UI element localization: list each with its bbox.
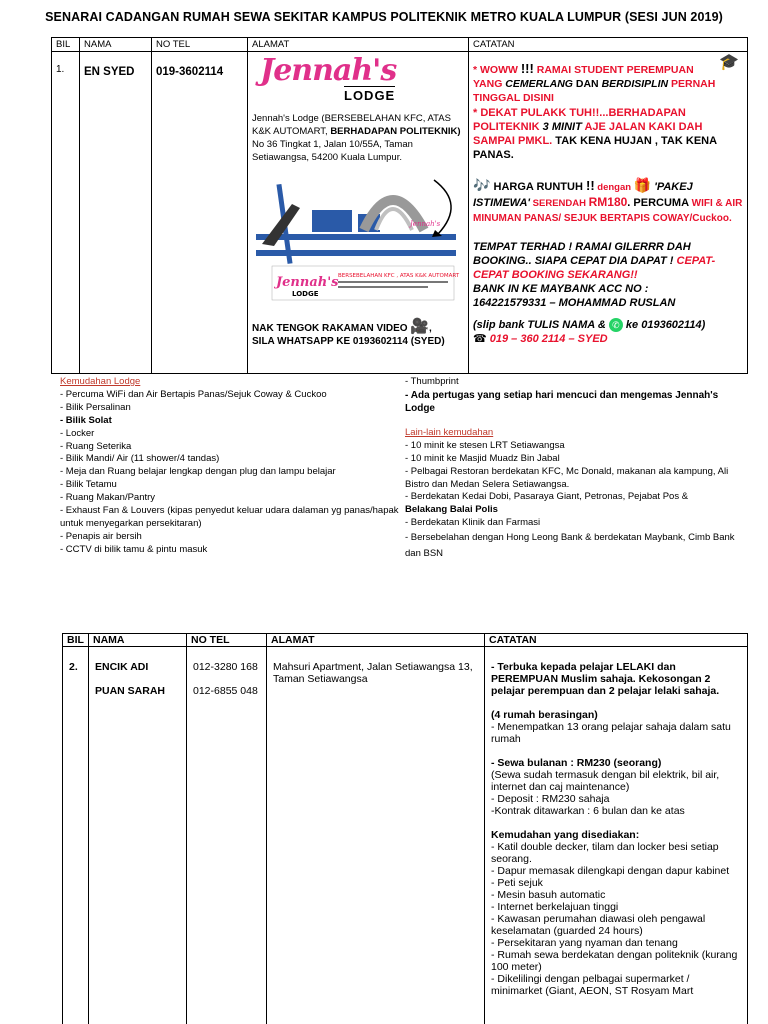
note-line: 164221579331 – MOHAMMAD RUSLAN (473, 297, 676, 309)
list-item: - Meja dan Ruang belajar lengkap dengan plug dan lampu belajar (60, 466, 336, 478)
cell-alamat: Mahsuri Apartment, Jalan Setiawangsa 13, Taman Setiawangsa (267, 647, 485, 1024)
whatsapp-icon: ✆ (609, 318, 623, 332)
location-map (252, 174, 464, 314)
list-item: - 10 minit ke Masjid Muadz Bin Jabal (405, 452, 560, 464)
svg-text:Jennah's: Jennah's (276, 275, 339, 290)
list-item: - Berdekatan Klinik dan Farmasi (405, 517, 541, 529)
table-header-row (63, 634, 748, 647)
note-line: - Peti sejuk (491, 877, 543, 889)
note-line: - Dikelilingi dengan pelbagai supermarket / minimarket (Giant, AEON, ST Rosyam Mart (491, 973, 694, 997)
note-line: - Katil double decker, tilam dan locker besi setiap seorang. (491, 841, 719, 865)
note-line: BANK IN KE MAYBANK ACC NO : (473, 283, 649, 295)
list-item: - Ruang Makan/Pantry (60, 492, 156, 504)
list-item: - Bilik Tetamu (60, 479, 117, 491)
note-line: - Persekitaran yang nyaman dan tenang (491, 937, 678, 949)
note-line: - Internet berkelajuan tinggi (491, 901, 619, 913)
note-line: -Kontrak ditawarkan : 6 bulan dan ke atas (491, 805, 685, 817)
kemudahan-lodge (60, 376, 400, 557)
note-line: - Sewa bulanan : RM230 (seorang) (491, 757, 662, 769)
lain-heading: Lain-lain kemudahan (405, 426, 494, 438)
header-alamat: ALAMAT (248, 38, 469, 52)
table-header-row (52, 38, 748, 52)
list-item: - Ada pertugas yang setiap hari mencuci dan mengemas Jennah's Lodge (405, 389, 719, 414)
note-line: - Deposit : RM230 sahaja (491, 793, 610, 805)
list-item: - Berdekatan Kedai Dobi, Pasaraya Giant, Petronas, Pejabat Pos & (405, 491, 689, 503)
logo-lodge: LODGE (344, 88, 396, 103)
video-camera-icon: 🎥 (410, 318, 430, 335)
note-line: TEMPAT TERHAD ! RAMAI GILERRR DAH BOOKING.. SIAPA CEPAT DIA DAPAT ! CEPAT-CEPAT BOOKING SEKARANG!! (473, 241, 716, 281)
note-line: - Dapur memasak dilengkapi dengan dapur kabinet (491, 865, 730, 877)
list-item: - Bilik Persalinan (60, 401, 131, 413)
note-line: YANG CEMERLANG DAN BERDISIPLIN PERNAH TINGGAL DISINI (473, 78, 716, 104)
header-nama: NAMA (80, 38, 152, 52)
note-line: 🎶 HARGA RUNTUH !! dengan 🎁 'PAKEJ ISTIMEWA' SERENDAH RM180. PERCUMA WIFI & AIR MINUMAN PANAS/ SEJUK BERTAPIS COWAY/Cuckoo. (473, 177, 743, 224)
map-caption: BERSEBELAHAN KFC , ATAS K&K AUTOMART (338, 273, 460, 279)
note-line: - Kawasan perumahan diawasi oleh pengawal keselamatan (guarded 24 hours) (491, 913, 706, 937)
header-alamat: ALAMAT (267, 634, 485, 647)
map-illustration (252, 174, 464, 314)
svg-text:Jennah's: Jennah's (410, 220, 441, 228)
note-line: - Mesin basuh automatic (491, 889, 606, 901)
header-tel: NO TEL (152, 38, 248, 52)
note-line: - Terbuka kepada pelajar LELAKI dan PEREMPUAN Muslim sahaja. Kekosongan 2 pelajar perempuan dan 2 pelajar lelaki sahaja. (491, 661, 720, 697)
kemudahan-heading: Kemudahan Lodge (60, 376, 141, 387)
header-catatan: CATATAN (469, 38, 748, 52)
music-note-icon: 🎶 (473, 177, 491, 193)
list-item: - Pelbagai Restoran berdekatan KFC, Mc Donald, makanan ala kampung, Ali Bistro dan Medan Selera Setiawangsa. (405, 465, 729, 490)
list-item: - Bilik Mandi/ Air (11 shower/4 tandas) (60, 453, 220, 465)
list-item: - Percuma WiFi dan Air Bertapis Panas/Sejuk Coway & Cuckoo (60, 388, 327, 400)
note-line: * WOWW !!! RAMAI STUDENT PEREMPUAN 🎓 (473, 54, 739, 76)
header-nama: NAMA (89, 634, 187, 647)
telephone-icon: ☎ (473, 333, 487, 345)
note-line: ☎ 019 – 360 2114 – SYED (473, 333, 608, 345)
table-row (63, 647, 748, 1024)
cell-catatan (469, 52, 748, 374)
header-catatan: CATATAN (485, 634, 748, 647)
list-item: - Penapis air bersih (60, 530, 142, 542)
svg-text:LODGE: LODGE (292, 290, 319, 298)
list-item: - Thumbprint (405, 376, 459, 387)
cell-nama: ENCIK ADI PUAN SARAH (89, 647, 187, 1024)
list-item: - Exhaust Fan & Louvers (kipas penyedut keluar udara dalaman yg panas/hapak untuk menyegarkan persekitaran) (60, 505, 399, 529)
logo-script: Jennah's (260, 53, 397, 88)
jennahs-lodge-logo (260, 53, 464, 108)
note-line: - Menempatkan 13 orang pelajar sahaja dalam satu rumah (491, 721, 731, 745)
listing-table-2 (62, 633, 748, 1024)
cell-tel: 019-3602114 (152, 52, 248, 374)
cell-catatan (485, 647, 748, 1024)
note-line: (4 rumah berasingan) (491, 709, 598, 721)
listing-table-1 (51, 37, 748, 374)
list-item: - 10 minit ke stesen LRT Setiawangsa (405, 439, 565, 451)
page-title: SENARAI CADANGAN RUMAH SEWA SEKITAR KAMPUS POLITEKNIK METRO KUALA LUMPUR (SESI JUN 2019) (45, 10, 723, 24)
cell-nama: EN SYED (80, 52, 152, 374)
cell-bil: 2. (63, 647, 89, 1024)
cell-alamat (248, 52, 469, 374)
list-item: - Ruang Seterika (60, 440, 132, 452)
note-line: (Sewa sudah termasuk dengan bil elektrik, bil air, internet dan caj maintenance) (491, 769, 720, 793)
list-item: Belakang Balai Polis (405, 504, 498, 516)
cell-bil: 1. (52, 52, 80, 374)
cell-tel: 012-3280 168 012-6855 048 (187, 647, 267, 1024)
list-item: - Bersebelahan dengan Hong Leong Bank & berdekatan Maybank, Cimb Bank dan BSN (405, 532, 735, 560)
graduate-emoji-icon: 🎓 (719, 54, 739, 71)
table-row (52, 52, 748, 374)
list-item: - CCTV di bilik tamu & pintu masuk (60, 543, 208, 555)
gift-icon: 🎁 (633, 177, 652, 193)
note-line: - Rumah sewa berdekatan dengan politeknik (kurang 100 meter) (491, 949, 738, 973)
address-text: Jennah's Lodge (BERSEBELAHAN KFC, ATAS K&K AUTOMART, BERHADAPAN POLITEKNIK) No 36 Tingkat 1, Jalan 10/55A, Taman Setiawangsa, 54200 Kuala Lumpur. (252, 113, 461, 163)
list-item: - Locker (60, 427, 95, 439)
video-note: NAK TENGOK RAKAMAN VIDEO 🎥, SILA WHATSAPP KE 0193602114 (SYED) (252, 318, 445, 347)
list-item: - Bilik Solat (60, 414, 112, 426)
note-line: * DEKAT PULAKK TUH!!...BERHADAPAN POLITEKNIK 3 MINIT AJE JALAN KAKI DAH SAMPAI PMKL. TAK KENA HUJAN , TAK KENA PANAS. (473, 107, 717, 161)
header-bil: BIL (63, 634, 89, 647)
header-bil: BIL (52, 38, 80, 52)
note-line: Kemudahan yang disediakan: (491, 829, 640, 841)
lain-kemudahan (405, 376, 750, 562)
note-line: (slip bank TULIS NAMA & ✆ ke 0193602114) (473, 319, 706, 331)
header-tel: NO TEL (187, 634, 267, 647)
